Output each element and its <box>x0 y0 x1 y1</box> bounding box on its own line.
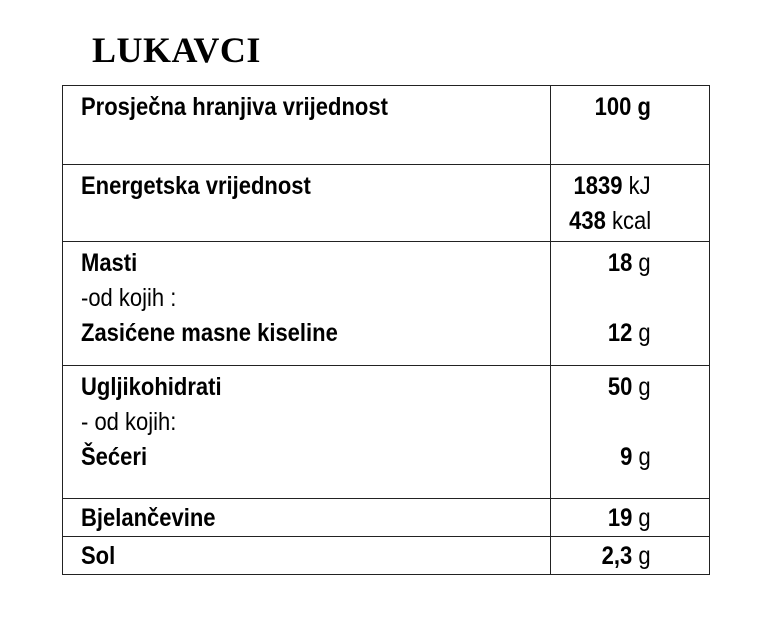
header-label-cell <box>63 86 551 165</box>
table-row-protein <box>63 499 710 537</box>
energy-label-cell <box>63 165 551 242</box>
energy-label: Energetska vrijednost <box>81 172 311 200</box>
carbs-value: 50 <box>608 373 633 401</box>
saturated-fat-unit: g <box>638 319 651 347</box>
energy-kj-unit: kJ <box>629 172 651 200</box>
protein-value: 19 <box>608 504 633 532</box>
protein-label: Bjelančevine <box>81 504 216 532</box>
table-row-carbs <box>63 366 710 499</box>
product-title: LUKAVCI <box>92 30 261 70</box>
protein-value-cell <box>551 499 710 537</box>
nutrition-table <box>62 85 710 575</box>
protein-unit: g <box>638 504 651 532</box>
energy-kcal-unit: kcal <box>611 207 651 235</box>
salt-value: 2,3 <box>602 542 633 570</box>
header-value-cell <box>551 86 710 165</box>
header-label: Prosječna hranjiva vrijednost <box>81 93 388 121</box>
carbs-label: Ugljikohidrati <box>81 373 222 401</box>
energy-value-cell <box>551 165 710 242</box>
table-row-salt <box>63 537 710 575</box>
fat-unit: g <box>638 249 651 277</box>
carbs-label-cell <box>63 366 551 499</box>
protein-label-cell <box>63 499 551 537</box>
table-row-fat <box>63 242 710 366</box>
table-row-energy <box>63 165 710 242</box>
fat-sub-intro: -od kojih : <box>81 284 177 312</box>
salt-unit: g <box>638 542 651 570</box>
energy-kj-value: 1839 <box>573 172 623 200</box>
carbs-sub-intro: - od kojih: <box>81 408 177 436</box>
table-row-header <box>63 86 710 165</box>
salt-label-cell <box>63 537 551 575</box>
saturated-fat-value: 12 <box>608 319 633 347</box>
carbs-unit: g <box>638 373 651 401</box>
salt-value-cell <box>551 537 710 575</box>
header-value: 100 g <box>594 93 651 121</box>
sugars-unit: g <box>638 443 651 471</box>
saturated-fat-label: Zasićene masne kiseline <box>81 319 338 347</box>
carbs-value-cell <box>551 366 710 499</box>
fat-value: 18 <box>608 249 633 277</box>
fat-label-cell <box>63 242 551 366</box>
salt-label: Sol <box>81 542 116 570</box>
fat-label: Masti <box>81 249 138 277</box>
energy-kcal-value: 438 <box>569 207 606 235</box>
sugars-value: 9 <box>620 443 633 471</box>
fat-value-cell <box>551 242 710 366</box>
sugars-label: Šećeri <box>81 443 148 471</box>
